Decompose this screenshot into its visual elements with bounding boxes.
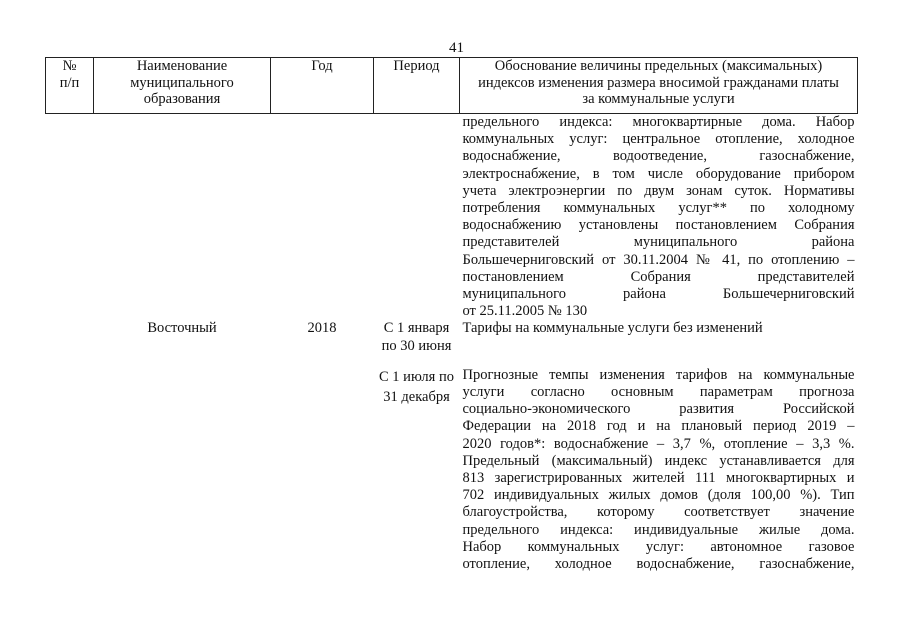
text-line: коммунальных услуг: центральное отопление, холодное (462, 131, 855, 148)
continuation-text (460, 114, 858, 321)
text-line: муниципального района Большечерниговский (462, 286, 855, 303)
header-period: Период (374, 58, 460, 114)
text-line: отопление, холодное водоснабжение, газоснабжение, (462, 556, 855, 573)
header-basis: Обоснование величины предельных (максимальных) индексов изменения размера вносимой гражданами платы за коммунальные услуги (460, 58, 858, 114)
table-row (46, 367, 858, 573)
text-line: водоснабжению установлены постановлением Собрания (462, 217, 855, 234)
header-year: Год (271, 58, 374, 114)
basis-second-half (460, 367, 858, 573)
continuation-last-line: от 25.11.2005 № 130 (462, 303, 588, 320)
row-year: 2018 (307, 320, 337, 337)
table-header-row (46, 58, 858, 114)
text-line: Большечерниговский от 30.11.2004 № 41, по отоплению – (462, 251, 855, 268)
header-num: № п/п (46, 58, 94, 114)
basis-first-half: Тарифы на коммунальные услуги без изменений (462, 320, 763, 337)
text-line: Предельный (максимальный) индекс устанавливается для (462, 452, 855, 469)
text-line: 2020 годов*: водоснабжение – 3,7 %, отопление – 3,3 %. (462, 435, 855, 452)
period-second-half: С 1 июля по 31 декабря (379, 368, 454, 405)
text-line: водоснабжение, водоотведение, газоснабжение, (462, 148, 855, 165)
tariff-table (45, 57, 858, 573)
page-number: 41 (449, 40, 464, 56)
text-line: Федерации на 2018 год и на плановый период 2019 – (462, 418, 855, 435)
text-line: 813 зарегистрированных жителей 111 многоквартирных и (462, 470, 855, 487)
text-line: социально-экономического развития Российской (462, 401, 855, 418)
text-line: предельного индекса: индивидуальные жилые дома. (462, 521, 855, 538)
text-line: постановлением Собрания представителей (462, 268, 855, 285)
text-line: предельного индекса: многоквартирные дома. Набор (462, 114, 855, 130)
text-line: потребления коммунальных услуг** по холодному (462, 200, 855, 217)
header-name: Наименование муниципального образования (94, 58, 271, 114)
table-row (46, 320, 858, 354)
text-line: 702 индивидуальных жилых домов (доля 100,00 %). Тип (462, 487, 855, 504)
municipality-name: Восточный (147, 320, 217, 337)
text-line: учета электроэнергии по двум зонам суток. Нормативы (462, 182, 855, 199)
text-line: Набор коммунальных услуг: автономное газовое (462, 538, 855, 555)
text-line: благоустройства, которому соответствует значение (462, 504, 855, 521)
text-line: электроснабжение, в том числе оборудование прибором (462, 165, 855, 182)
text-line: услуги согласно основным параметрам прогноза (462, 384, 855, 401)
text-line: Прогнозные темпы изменения тарифов на коммунальные (462, 366, 855, 383)
text-line: представителей муниципального района (462, 234, 855, 251)
period-first-half: С 1 января по 30 июня (381, 320, 452, 354)
table-row-continuation (46, 114, 858, 321)
